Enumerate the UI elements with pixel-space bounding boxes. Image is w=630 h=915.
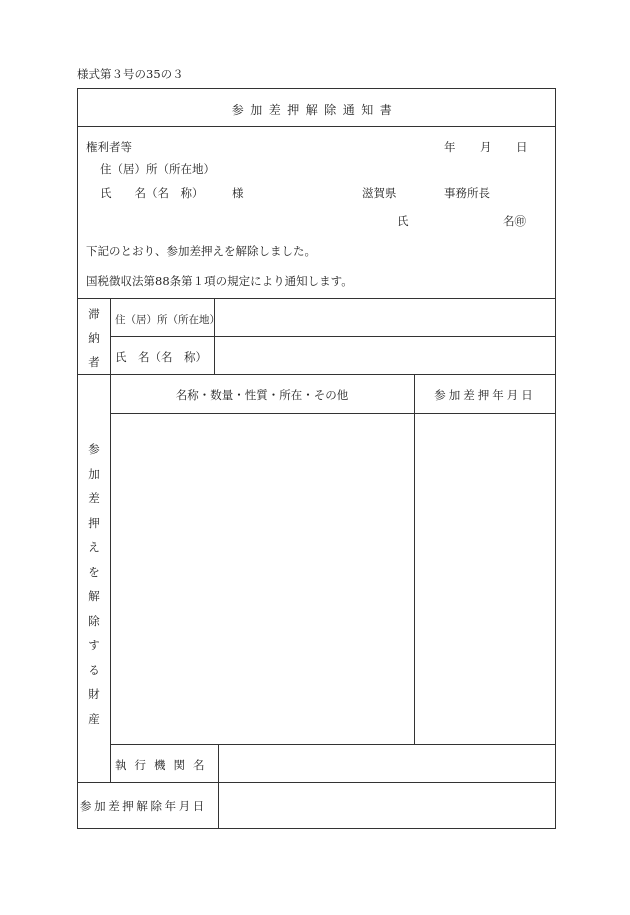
recipient-heading: 権利者等 — [86, 140, 132, 154]
executing-agency-label: 執行機関名 — [115, 758, 213, 772]
taxpayer-address-label: 住（居）所（所在地） — [115, 314, 220, 326]
notice-text-1: 下記のとおり、参加差押えを解除しました。 — [86, 244, 316, 258]
issuer-seal-label: 名㊞ — [503, 214, 526, 228]
title-divider — [77, 126, 556, 127]
taxpayer-name-label: 氏 名（名 称） — [115, 350, 207, 364]
form-code: 様式第３号の35の３ — [77, 67, 184, 81]
date-year-label: 年 — [444, 140, 456, 154]
recipient-name-label: 氏 名（名 称） — [100, 186, 204, 200]
issuer-office-title: 事務所長 — [444, 186, 490, 200]
issuer-prefecture: 滋賀県 — [362, 186, 397, 200]
release-date-label: 参加差押解除年月日 — [80, 799, 207, 813]
release-date-field[interactable] — [219, 783, 555, 828]
property-label: 参 加 差 押 え を 解 除 す る 財 産 — [88, 442, 100, 726]
notice-divider — [77, 298, 556, 299]
date-day-label: 日 — [516, 140, 528, 154]
taxpayer-label: 滞 納 者 — [88, 307, 100, 369]
seizure-date-header: 参加差押年月日 — [434, 388, 536, 402]
recipient-honorific: 様 — [232, 186, 244, 200]
seizure-date-field[interactable] — [415, 414, 555, 743]
executing-agency-field[interactable] — [219, 745, 555, 781]
form-title: 参加差押解除通知書 — [231, 103, 399, 117]
date-month-label: 月 — [480, 140, 492, 154]
taxpayer-name-field[interactable] — [215, 337, 555, 373]
issuer-name-label: 氏 — [397, 214, 409, 228]
recipient-address-label: 住（居）所（所在地） — [100, 162, 215, 176]
taxpayer-bottom-rule — [77, 374, 556, 375]
notice-text-2: 国税徴収法第88条第１項の規定により通知します。 — [86, 274, 353, 288]
property-description-field[interactable] — [111, 414, 413, 743]
property-description-header: 名称・数量・性質・所在・その他 — [175, 388, 349, 402]
taxpayer-address-field[interactable] — [215, 300, 555, 335]
